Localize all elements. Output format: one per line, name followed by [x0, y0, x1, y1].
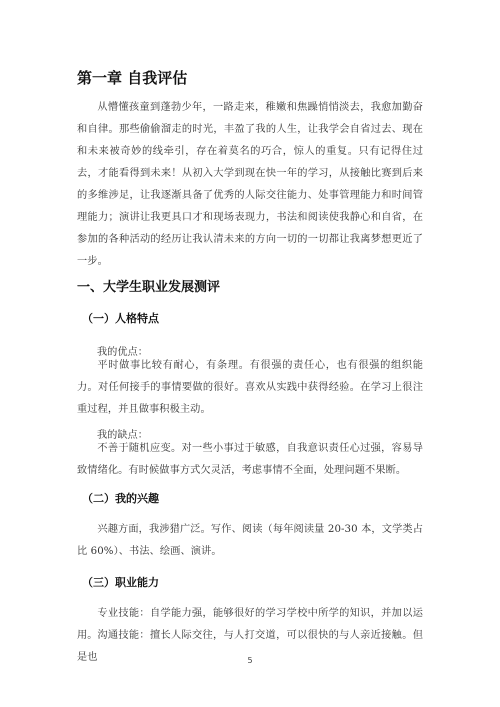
strengths-paragraph: 平时做事比较有耐心，有条理。有很强的责任心，也有很强的组织能力。对任何接手的事情要做的很好。喜欢从实践中获得经验。在学习上很注重过程，并且做事积极主动。 [77, 360, 423, 415]
chapter-title: 第一章 自我评估 [77, 69, 188, 87]
interests-heading: （二）我的兴趣 [82, 492, 159, 505]
professional-skills-paragraph: 专业技能：自学能力强，能够很好的学习学校中所学的知识，并加以运用。 [77, 608, 423, 641]
interests-paragraph: 兴趣方面，我涉猎广泛。写作、阅读（每年阅读量 20-30 本，文学类占比 60%）、书法、绘画、演讲。 [77, 524, 423, 557]
weaknesses-paragraph: 不善于随机应变。对一些小事过于敏感，自我意识责任心过强，容易导致情绪化。有时候做事方式欠灵活，考虑事情不全面，处理问题不果断。 [77, 443, 423, 476]
personality-heading: （一）人格特点 [82, 312, 159, 325]
page-number: 5 [247, 656, 253, 665]
strengths-label: 我的优点： [97, 347, 148, 358]
abilities-heading: （三）职业能力 [82, 576, 159, 589]
communication-skills-paragraph: 沟通技能：擅长人际交往，与人打交道，可以很快的与人亲近接触。但是也 [77, 630, 423, 663]
intro-paragraph: 从懵懂孩童到蓬勃少年，一路走来，稚嫩和焦躁悄悄淡去，我愈加勤奋和自律。那些偷偷溜走的时光，丰盈了我的人生，让我学会自省过去、现在和未来被奇妙的线牵引，存在着莫名的巧合，惊人的重复。只有记得住过去，才能看得到未来！从初入大学到现在快一年的学习，从接触比赛到后来的多维涉足，让我逐渐具备了优秀的人际交往能力、处事管理能力和时间管理能力；演讲让我更具口才和现场表现力，书法和阅读使我静心和自省，在参加的各种活动的经历让我认清未来的方向一切的一切都让我离梦想更近了一步。 [77, 102, 423, 267]
weaknesses-label: 我的缺点： [97, 430, 148, 441]
section-title: 一、大学生职业发展测评 [77, 280, 221, 295]
